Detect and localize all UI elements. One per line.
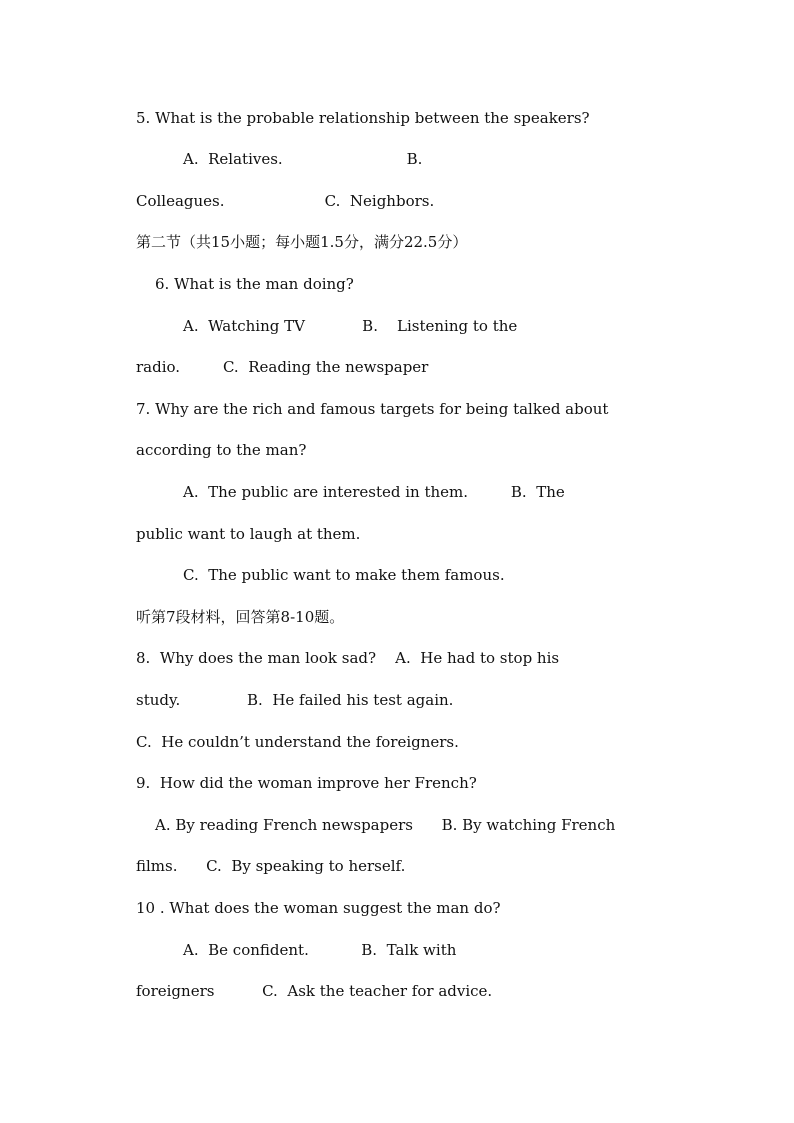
q5-options-line1: A. Relatives. B.	[183, 150, 423, 168]
q7-options-line2: public want to laugh at them.	[136, 525, 361, 543]
q10-stem: 10 . What does the woman suggest the man do?	[136, 899, 501, 917]
q7-stem-line1: 7. Why are the rich and famous targets for being talked about	[136, 400, 609, 418]
q8-options-line2: study. B. He failed his test again.	[136, 691, 454, 709]
q9-options-line1: A. By reading French newspapers B. By watching French	[155, 816, 616, 834]
q8-stem: 8. Why does the man look sad? A. He had to stop his	[136, 649, 560, 667]
q5-stem: 5. What is the probable relationship between the speakers?	[136, 109, 590, 127]
q10-options-line2: foreigners C. Ask the teacher for advice.	[136, 982, 493, 1000]
q6-stem: 6. What is the man doing?	[155, 275, 354, 293]
q7-options-line3: C. The public want to make them famous.	[183, 566, 505, 584]
q5-options-line2: Colleagues. C. Neighbors.	[136, 192, 435, 210]
q9-options-line2: films. C. By speaking to herself.	[136, 857, 406, 875]
q6-options-line1: A. Watching TV B. Listening to the	[183, 317, 518, 335]
q10-options-line1: A. Be confident. B. Talk with	[183, 941, 457, 959]
q7-options-line1: A. The public are interested in them. B. The	[183, 483, 565, 501]
section2-heading: 第二节（共15小题；每小题1.5分，满分22.5分）	[136, 233, 468, 251]
q9-stem: 9. How did the woman improve her French?	[136, 774, 477, 792]
material7-heading: 听第7段材料，回答第8-10题。	[136, 608, 345, 626]
q7-stem-line2: according to the man?	[136, 441, 307, 459]
q8-options-line3: C. He couldn’t understand the foreigners.	[136, 733, 459, 751]
q6-options-line2: radio. C. Reading the newspaper	[136, 358, 429, 376]
